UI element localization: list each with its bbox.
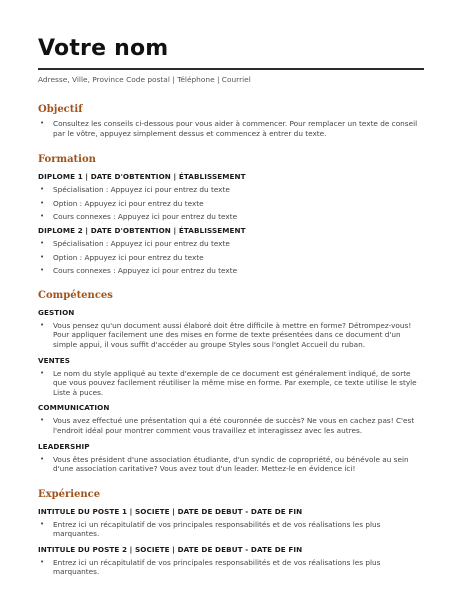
- list-item-text: Spécialisation : Appuyez ici pour entrez du texte: [53, 238, 230, 248]
- competence-list: [38, 369, 426, 398]
- name-heading[interactable]: Votre nom: [38, 36, 169, 61]
- objectif-title[interactable]: Objectif: [38, 104, 83, 115]
- list-item[interactable]: [38, 455, 426, 474]
- competences-section: [38, 289, 426, 474]
- formation-title[interactable]: Formation: [38, 154, 96, 166]
- list-item[interactable]: [38, 369, 426, 398]
- list-item-text: Entrez ici un récapitulatif de vos principales responsabilités et de vos réalisations les plus marquantes.: [53, 557, 381, 577]
- list-item[interactable]: [38, 199, 426, 209]
- bullet-icon: •: [40, 212, 45, 221]
- list-item-text: Vous avez effectué une présentation qui a été couronnée de succès? Ne vous en cachez pas! C'est l'endroit idéal pour montrer comment vous travaillez et interagissez avec les autres.: [53, 416, 415, 435]
- formation-entry-heading[interactable]: DIPLOME 1 | DATE D'OBTENTION | ÉTABLISSEMENT: [38, 172, 246, 182]
- bullet-icon: •: [40, 557, 45, 566]
- list-item-text: Entrez ici un récapitulatif de vos principales responsabilités et de vos réalisations les plus marquantes.: [53, 519, 381, 539]
- formation-section: [38, 153, 426, 276]
- bullet-icon: •: [40, 185, 45, 194]
- formation-entry-list: [38, 239, 426, 276]
- list-item-text: Consultez les conseils ci-dessous pour vous aider à commencer. Pour remplacer un texte de conseil par le vôtre, appuyez simplement dessus et commencez à entrer du texte.: [53, 119, 418, 138]
- formation-entry-heading[interactable]: DIPLOME 2 | DATE D'OBTENTION | ÉTABLISSEMENT: [38, 225, 246, 235]
- list-item-text: Cours connexes : Appuyez ici pour entrez du texte: [53, 212, 238, 222]
- competence-heading-ventes[interactable]: VENTES: [38, 355, 71, 365]
- experience-section: [38, 488, 426, 577]
- list-item[interactable]: [38, 185, 426, 195]
- list-item[interactable]: [38, 416, 426, 435]
- competences-title[interactable]: Compétences: [38, 289, 113, 301]
- list-item-text: Le nom du style appliqué au texte d'exemple de ce document est généralement indiqué, de sorte que vous pouvez facilement réutiliser la même mise en forme. Par exemple, ce texte utilise le style Liste à puces.: [53, 368, 417, 397]
- list-item[interactable]: [38, 558, 426, 577]
- objectif-list: [38, 119, 426, 138]
- list-item[interactable]: [38, 119, 426, 138]
- list-item[interactable]: [38, 212, 426, 222]
- contact-line[interactable]: Adresse, Ville, Province Code postal | Téléphone | Courriel: [38, 75, 251, 84]
- competence-list: [38, 321, 426, 350]
- list-item[interactable]: [38, 520, 426, 539]
- bullet-icon: •: [40, 368, 45, 377]
- bullet-icon: •: [40, 119, 45, 127]
- competence-heading-leadership[interactable]: LEADERSHIP: [38, 441, 90, 451]
- list-item-text: Cours connexes : Appuyez ici pour entrez du texte: [53, 266, 238, 276]
- experience-title[interactable]: Expérience: [38, 488, 101, 500]
- list-item-text: Option : Appuyez ici pour entrez du texte: [53, 198, 204, 208]
- bullet-icon: •: [40, 519, 45, 528]
- competence-heading-gestion[interactable]: GESTION: [38, 307, 75, 317]
- competence-list: [38, 416, 426, 435]
- experience-entry-heading[interactable]: INTITULE DU POSTE 1 | SOCIETE | DATE DE DEBUT - DATE DE FIN: [38, 506, 303, 516]
- bullet-icon: •: [40, 416, 45, 425]
- competence-heading-communication[interactable]: COMMUNICATION: [38, 403, 110, 413]
- list-item-text: Spécialisation : Appuyez ici pour entrez du texte: [53, 185, 230, 195]
- competence-list: [38, 455, 426, 474]
- bullet-icon: •: [40, 320, 45, 329]
- list-item-text: Vous êtes président d'une association étudiante, d'un syndic de copropriété, ou bénévole au sein d'une association caritative? Vous avez tout d'un leader. Mettez-le en évidence ici!: [53, 454, 409, 474]
- objectif-section: [38, 103, 426, 138]
- list-item[interactable]: [38, 253, 426, 263]
- list-item-text: Vous pensez qu'un document aussi élaboré doit être difficile à mettre en forme? Détrompez-vous! Pour appliquer facilement une des mises en forme de texte présentées dans ce document d'un simple appui, il vous suffit d'accéder au groupe Styles sous l'onglet Accueil du ruban.: [53, 320, 412, 349]
- experience-list: [38, 558, 426, 577]
- experience-list: [38, 520, 426, 539]
- bullet-icon: •: [40, 252, 45, 261]
- formation-entry-list: [38, 185, 426, 222]
- list-item-text: Option : Appuyez ici pour entrez du texte: [53, 252, 204, 262]
- bullet-icon: •: [40, 454, 45, 463]
- bullet-icon: •: [40, 266, 45, 275]
- list-item[interactable]: [38, 321, 426, 350]
- list-item[interactable]: [38, 266, 426, 276]
- header-divider: [38, 68, 424, 70]
- list-item[interactable]: [38, 239, 426, 249]
- bullet-icon: •: [40, 238, 45, 247]
- experience-entry-heading[interactable]: INTITULE DU POSTE 2 | SOCIETE | DATE DE DEBUT - DATE DE FIN: [38, 544, 303, 554]
- bullet-icon: •: [40, 198, 45, 207]
